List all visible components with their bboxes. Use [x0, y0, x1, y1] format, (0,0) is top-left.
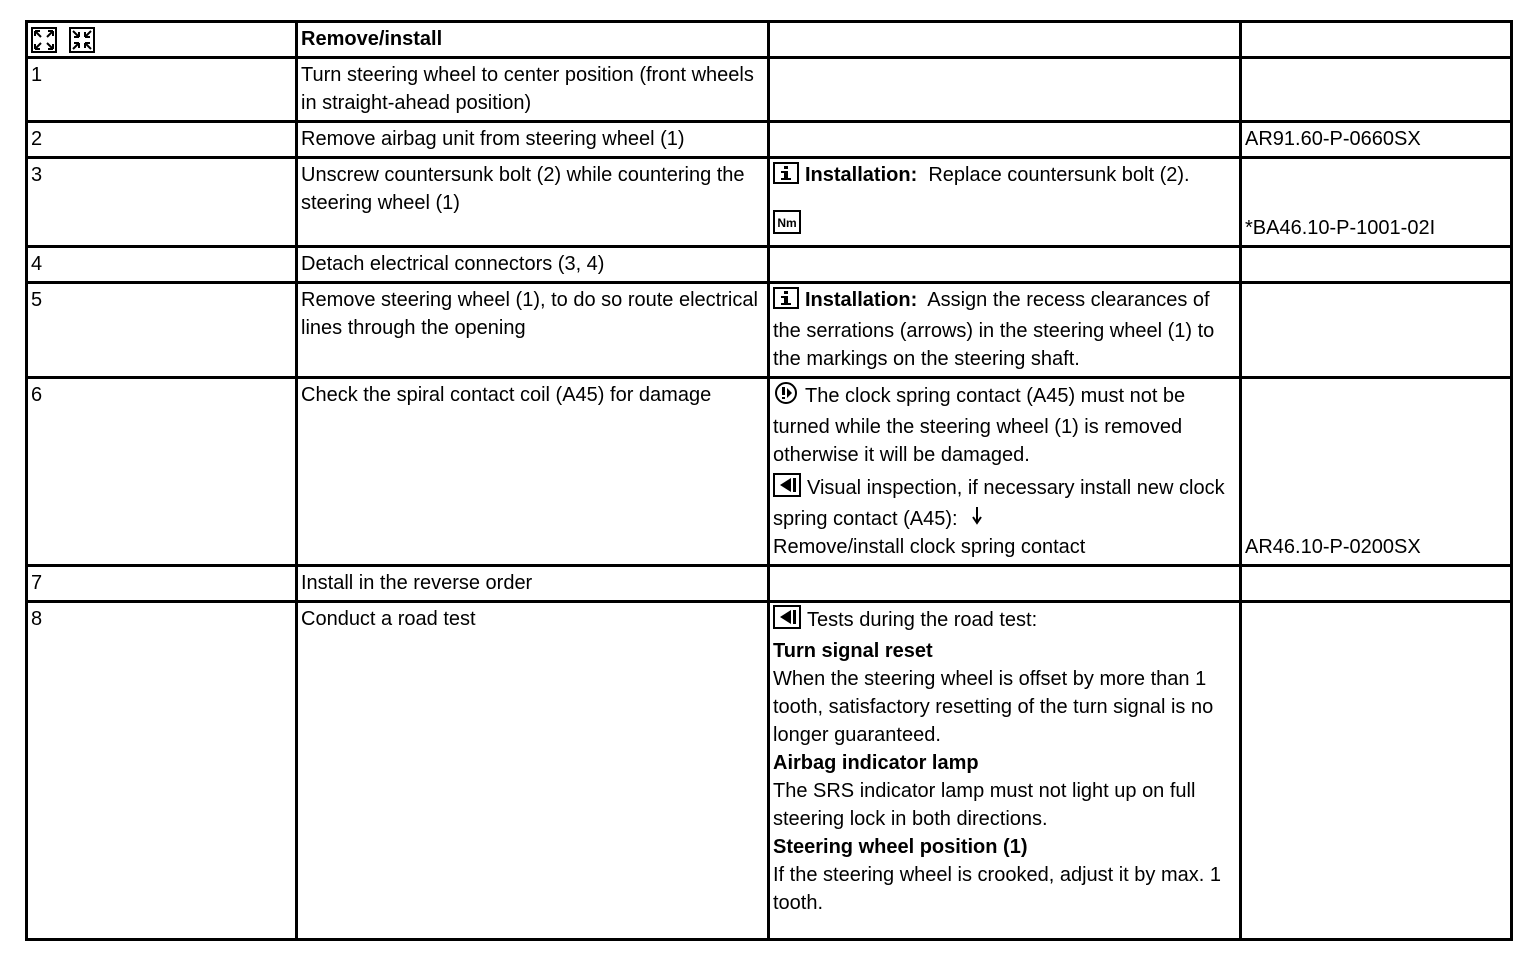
step-ref: [1241, 566, 1512, 602]
step-text: Remove steering wheel (1), to do so route electrical lines through the opening: [297, 283, 769, 378]
step-note: [769, 378, 1241, 566]
info-icon: [773, 287, 799, 317]
step-note: [769, 58, 1241, 122]
step-ref-link[interactable]: AR46.10-P-0200SX: [1245, 536, 1421, 558]
clock-spring-link[interactable]: Remove/install clock spring contact: [773, 536, 1086, 558]
step-ref-cell: [1241, 158, 1512, 247]
inspection-text: Visual inspection, if necessary install new clock spring contact (A45):: [773, 477, 1225, 530]
warning-text: The clock spring contact (A45) must not be turned while the steering wheel (1) is removed otherwise it will be damaged.: [773, 385, 1186, 466]
step-text: Detach electrical connectors (3, 4): [297, 247, 769, 283]
note-arrow-icon: [773, 605, 801, 637]
table-row: [27, 58, 1512, 122]
header-empty-3: [769, 22, 1241, 58]
step-note: [769, 122, 1241, 158]
installation-label: Installation:: [805, 164, 918, 186]
step-ref-link[interactable]: *BA46.10-P-1001-02I: [1245, 217, 1436, 239]
note-arrow-icon: [773, 473, 801, 505]
expand-icon[interactable]: [31, 27, 57, 53]
test-title: Airbag indicator lamp: [773, 752, 979, 774]
header-title: Remove/install: [297, 22, 769, 58]
step-text: Remove airbag unit from steering wheel (1): [297, 122, 769, 158]
info-icon: [773, 162, 799, 192]
step-text: Install in the reverse order: [297, 566, 769, 602]
step-text: Turn steering wheel to center position (front wheels in straight-ahead position): [297, 58, 769, 122]
step-number: 2: [27, 122, 297, 158]
table-row: [27, 122, 1512, 158]
step-text: Check the spiral contact coil (A45) for damage: [297, 378, 769, 566]
step-number: 5: [27, 283, 297, 378]
warning-icon: [773, 381, 799, 413]
step-number: 3: [27, 158, 297, 247]
step-ref-cell: [1241, 378, 1512, 566]
torque-icon[interactable]: [773, 210, 801, 242]
step-number: 6: [27, 378, 297, 566]
test-body: The SRS indicator lamp must not light up on full steering lock in both directions.: [773, 780, 1196, 830]
step-number: 1: [27, 58, 297, 122]
step-ref: [1241, 247, 1512, 283]
torque-label: Nm: [777, 216, 797, 230]
step-number: 8: [27, 602, 297, 940]
header-empty-4: [1241, 22, 1512, 58]
table-row: [27, 566, 1512, 602]
table-row: [27, 158, 1512, 247]
step-ref-link[interactable]: AR91.60-P-0660SX: [1241, 122, 1512, 158]
step-ref: [1241, 58, 1512, 122]
step-note: [769, 283, 1241, 378]
down-arrow-icon[interactable]: [971, 505, 983, 533]
table-row: [27, 247, 1512, 283]
step-number: 7: [27, 566, 297, 602]
step-note: [769, 566, 1241, 602]
header-row: [27, 22, 1512, 58]
test-body: If the steering wheel is crooked, adjust it by max. 1 tooth.: [773, 864, 1221, 914]
procedure-table: [25, 20, 1513, 941]
table-row: [27, 283, 1512, 378]
installation-label: Installation:: [805, 289, 918, 311]
step-note: [769, 158, 1241, 247]
installation-note: Replace countersunk bolt (2).: [928, 164, 1190, 186]
test-body: When the steering wheel is offset by more than 1 tooth, satisfactory resetting of the turn signal is no longer guaranteed.: [773, 668, 1214, 746]
table-row: [27, 602, 1512, 940]
collapse-icon[interactable]: [69, 27, 95, 53]
step-note: [769, 602, 1241, 940]
step-ref: [1241, 602, 1512, 940]
header-icons-cell: [27, 22, 297, 58]
installation-note: Assign the recess clearances of the serrations (arrows) in the steering wheel (1) to the markings on the steering shaft.: [773, 289, 1215, 370]
step-text: Conduct a road test: [297, 602, 769, 940]
step-note: [769, 247, 1241, 283]
tests-intro: Tests during the road test:: [807, 609, 1038, 631]
step-number: 4: [27, 247, 297, 283]
table-row: [27, 378, 1512, 566]
step-ref: [1241, 283, 1512, 378]
test-title: Turn signal reset: [773, 640, 933, 662]
test-title: Steering wheel position (1): [773, 836, 1028, 858]
step-text: Unscrew countersunk bolt (2) while countering the steering wheel (1): [297, 158, 769, 247]
